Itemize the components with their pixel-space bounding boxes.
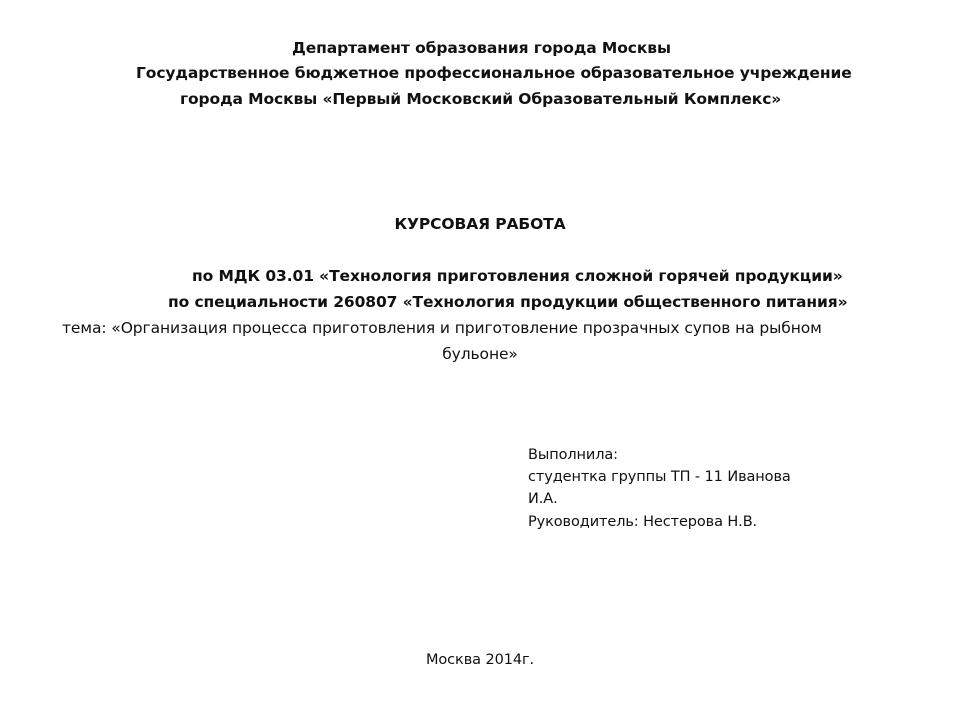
institution-type: Государственное бюджетное профессиональное образовательное учреждение bbox=[136, 64, 852, 82]
topic-line-2: бульоне» bbox=[442, 345, 518, 363]
specialty: по специальности 260807 «Технология продукции общественного питания» bbox=[168, 293, 848, 311]
mdk-subject: по МДК 03.01 «Технология приготовления сложной горячей продукции» bbox=[192, 267, 843, 285]
topic-line-1: тема: «Организация процесса приготовления и приготовление прозрачных супов на рыбном bbox=[62, 319, 822, 337]
department-name: Департамент образования города Москвы bbox=[292, 39, 671, 57]
student-line-2: И.А. bbox=[528, 491, 558, 507]
city-year: Москва 2014г. bbox=[426, 652, 534, 668]
supervisor: Руководитель: Нестерова Н.В. bbox=[528, 514, 758, 530]
document-title: КУРСОВАЯ РАБОТА bbox=[394, 215, 566, 233]
performed-by-label: Выполнила: bbox=[528, 447, 618, 463]
student-line-1: студентка группы ТП - 11 Иванова bbox=[528, 469, 791, 485]
institution-name: города Москвы «Первый Московский Образовательный Комплекс» bbox=[180, 90, 782, 108]
